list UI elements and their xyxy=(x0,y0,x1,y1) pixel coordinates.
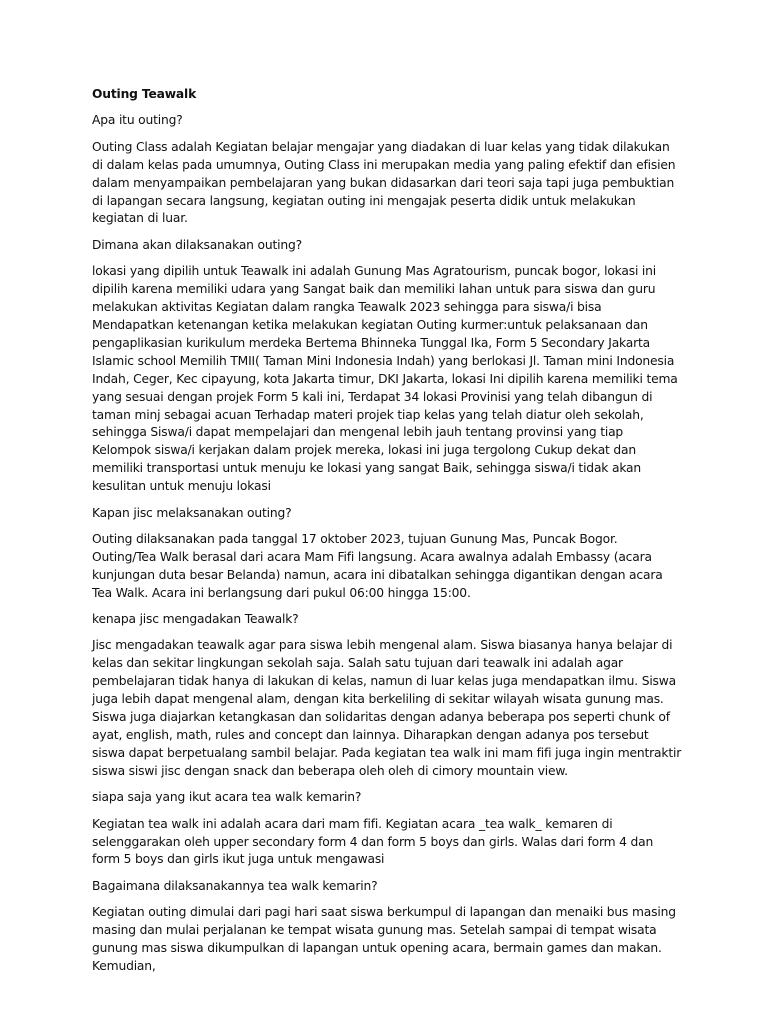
question-when-outing: Kapan jisc melaksanakan outing? xyxy=(92,505,292,520)
document-title: Outing Teawalk xyxy=(92,87,197,101)
answer-where-outing: lokasi yang dipilih untuk Teawalk ini adalah Gunung Mas Agratourism, puncak bogor, lokasi ini dipilih karena memiliki udara yang Sangat baik dan memiliki lahan untuk para siswa dan guru melakukan aktivitas Kegiatan dalam rangka Teawalk 2023 sehingga para siswa/i bisa Mendapatkan ketenangan ketika melakukan kegiatan Outing kurmer:untuk pelaksanaan dan pengaplikasian kurikulum merdeka Bertema Bhinneka Tunggal Ika, Form 5 Secondary Jakarta Islamic school Memilih TMII( Taman Mini Indonesia Indah) yang berlokasi Jl. Taman mini Indonesia Indah, Ceger, Kec cipayung, kota Jakarta timur, DKI Jakarta, lokasi Ini dipilih karena memiliki tema yang sesuai dengan projek Form 5 kali ini, Terdapat 34 lokasi Provinisi yang telah dibangun di taman minj sebagai acuan Terhadap materi projek tiap kelas yang telah diatur oleh sekolah, sehingga Siswa/i dapat mempelajari dan mengenal lebih jauh tentang provinsi yang tiap Kelompok siswa/i kerjakan dalam projek mereka, lokasi ini juga tergolong Cukup dekat dan memiliki transportasi untuk menuju ke lokasi yang sangat Baik, sehingga siswa/i tidak akan kesulitan untuk menuju lokasi xyxy=(92,264,678,494)
answer-how-conducted: Kegiatan outing dimulai dari pagi hari saat siswa berkumpul di lapangan dan menaiki bus masing masing dan mulai perjalanan ke tempat wisata gunung mas. Setelah sampai di tempat wisata gunung mas siswa dikumpulkan di lapangan untuk opening acara, bermain games dan makan. Kemudian, xyxy=(92,905,676,973)
answer-what-is-outing: Outing Class adalah Kegiatan belajar mengajar yang diadakan di luar kelas yang tidak dilakukan di dalam kelas pada umumnya, Outing Class ini merupakan media yang paling efektif dan efisien dalam menyampaikan pembelajaran yang bukan didasarkan dari teori saja tapi juga pembuktian di lapangan secara langsung, kegiatan outing ini mengajak peserta didik untuk melakukan kegiatan di luar. xyxy=(92,139,676,226)
question-how-conducted: Bagaimana dilaksanakannya tea walk kemarin? xyxy=(92,878,378,893)
answer-why-teawalk: Jisc mengadakan teawalk agar para siswa lebih mengenal alam. Siswa biasanya hanya belajar di kelas dan sekitar lingkungan sekolah saja. Salah satu tujuan dari teawalk ini adalah agar pembelajaran tidak hanya di lakukan di kelas, namun di luar kelas juga mendapatkan ilmu. Siswa juga lebih dapat mengenal alam, dengan kita berkeliling di sekitar wilayah wisata gunung mas. Siswa juga diajarkan ketangkasan dan solidaritas dengan adanya beberapa pos seperti chunk of ayat, english, math, rules and concept dan lainnya. Diharapkan dengan adanya pos tersebut siswa dapat berpetualang sambil belajar. Pada kegiatan tea walk ini mam fifi juga ingin mentraktir siswa siswi jisc dengan snack dan beberapa oleh oleh di cimory mountain view. xyxy=(92,638,682,778)
answer-when-outing: Outing dilaksanakan pada tanggal 17 oktober 2023, tujuan Gunung Mas, Puncak Bogor. Outing/Tea Walk berasal dari acara Mam Fifi langsung. Acara awalnya adalah Embassy (acara kunjungan duta besar Belanda) namun, acara ini dibatalkan sehingga digantikan dengan acara Tea Walk. Acara ini berlangsung dari pukul 06:00 hingga 15:00. xyxy=(92,531,663,600)
question-where-outing: Dimana akan dilaksanakan outing? xyxy=(92,237,302,252)
answer-who-joined: Kegiatan tea walk ini adalah acara dari mam fifi. Kegiatan acara _tea walk_ kemaren di selenggarakan oleh upper secondary form 4 dan form 5 boys dan girls. Walas dari form 4 dan form 5 boys dan girls ikut juga untuk mengawasi xyxy=(92,816,654,867)
question-why-teawalk: kenapa jisc mengadakan Teawalk? xyxy=(92,612,299,627)
question-what-is-outing: Apa itu outing? xyxy=(92,113,183,128)
document-page xyxy=(92,86,682,984)
question-who-joined: siapa saja yang ikut acara tea walk kemarin? xyxy=(92,790,362,805)
